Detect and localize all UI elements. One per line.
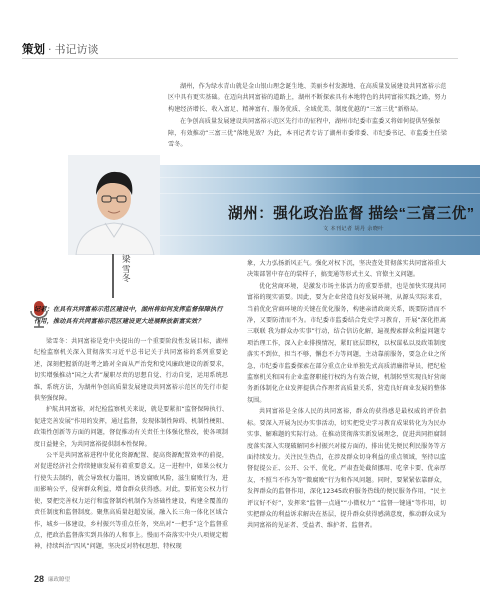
body-paragraph: 优化营商环境，是激发市场主体活力的重要举措，也是加快实现共同富裕的现实需要。因此，要为企业营造良好发展环境，从源头实际来看，当前优化营商环境的关键在优化服务，构建亲清政商关系，既要防清而不净，又要防清而不为。市纪委市监委结合党史学习教育，开展“深化拒离三联联 我为群众办实事”行动，结合信访化解，遍视搜索群众利益问题专项治理工作，深入企业排摸情况，紧盯底层即权，以权谋私以及政策制度落实不到位，担当不够，懈怠不力等问题，主动靠前服务，要急企业之所急，市纪委市监委探索在部分重点企业单独先式高质清廉指导员，把纪检监察机关和国有企业监督职能行权约为有效合规，机制转型实现良好营商务新体制化企业发挥提供合作理者高质量关系，营造良好商业发展的整体氛围。 [247,282,446,404]
column-kicker: 策划 [22,42,45,56]
caption-bar [112,254,114,298]
section-name: 书记访谈 [54,43,99,56]
header-separator: · [48,42,52,56]
question-lead: 记者： [34,306,53,313]
body-column-left [34,336,228,553]
intro-paragraph: 在争创高质量发展建设共同富裕示范区先行市的征程中，湖州市纪委市监委又将如何提供坚强保障，有效推动“三富三优”落地见效？为此，本刊记者专访了湖州市委常委、市纪委书记、市监委主任梁雪冬。 [168,118,448,149]
question-text: 在具有共同富裕示范区建设中，湖州将如何发挥监督保障执行作用，推动具有共同富裕示范区建设更大进展释放新富实效？ [34,306,223,325]
header-rule [22,58,458,59]
intro-paragraph: 湖州，作为绿水青山就是金山银山理念诞生地、美丽乡村发源地、在高质量发展建设共同富裕示范区中具有更实基础。在迈向共同富裕的道路上，湖州不断探索具有本地特色的共同富裕实践之路，努力构建经济增长、收入富足、精神富有、服务优质、全域优美、制度优越的“三富三优”新格局。 [168,83,447,113]
body-paragraph: 护航共同富裕，对纪检监察机关来说，就是要紧扣“监督保障执行、促进完善发展”作用的发挥，通过监督，发现体制性障碍、机制性梗阻、政策性创新等方面的问题，督促推动有关责任主体强化整改，使各项制度日益健全，为共同富裕提供制本性保障。 [34,406,228,448]
page-header [22,40,99,58]
portrait-photo [68,155,160,255]
body-paragraph-continued: 象，大力弘扬新风正气。强化对权下沉，坚决查处贯彻落实共同富裕重大决策部署中存在的装样子，搞变通等形式主义、官僚主义问题。 [247,260,446,279]
body-paragraph: 共同富裕是全体人民的共同富裕，群众的获得感是最权威的评价指标。要深入开展为民办实事活动，切实把党史学习教育成果转化为为民办实事、解难题的实际行动。在推动贯彻落实新发展理念，促进共同拒腐制度落实深入实现破解同乡村振兴对接方面的，排出优先便民利民服务等方面持续发力。关注民生热点，在涉及群众切身利益的重点领域，坚持以监督促提公正、公开、公平、优化，严肃查处截留挪用、吃拿卡要、优亲厚友，不照当不作为等“微腐败”行为和作风问题。同时，要紧紧依靠群众，发挥群众的监督作用，深化12345政府服务热线的便民服务作用，“民主评议好不好”，发挥来“监督一点通”“小微权力” “监督一键通”等作用，切实把群众的利益诉求解决在基层，提升群众获得感满意度，推动群众成为共同富裕的见证者、受益者、维护者、监督者。 [247,408,446,530]
body-paragraph: 公平是共同富裕进程中优化资源配置、提高资源配置效率的前提，对促进经济社会持续健康发展有着重要意义。这一进程中，如果公权力行使失去制约，就会导致权力滥用，诱发腐败风险，滋生腐败行为，进而影响公平，侵害群众利益，增食群众获得感。对此，要拓宽公权力行使，要把完善权力运行和监督制约机制作为基础性建设，构建全覆盖的责任制度和监督制度。聚焦高质量赶超发展，融入长三角一体化区域合作，城乡一体建设，乡村振兴等重点任务，突出对“一把手”这个监督重点，把政治监督落实到具体的人和事上。慢而不奋落实中央八项规定精神，持续纠治“四风”问题，坚决反对特权思想、特权现 [34,452,228,551]
page-footer [34,574,70,584]
article-byline: 文 本刊记者 胡丹 余晓叶 [323,226,384,232]
intro-block [168,81,452,151]
publication-name: 廉政瞭望 [48,577,71,583]
page-number: 28 [34,574,45,584]
article-title: 湖州：强化政治监督 描绘“三富三优” [228,206,475,222]
reporter-question [34,304,228,328]
photo-caption: 梁雪冬 [122,255,131,284]
body-paragraph: 梁雪冬：共同富裕是党中央提出的一个重要阶段性发展目标，湖州纪检监察机关深入贯彻落实习近平总书记关于共同富裕的系列重要论述，深刻把握新的赶考之路对全面从严治党和党风廉政建设的新要求，切实增强推动“国之大者”履职尽责的思想自觉、行动自觉，运用系统思维、系统方法，为湖州争创高质量发展建设共同富裕示范区的先行市提供坚强保障。 [34,338,228,403]
body-column-right [247,258,446,532]
